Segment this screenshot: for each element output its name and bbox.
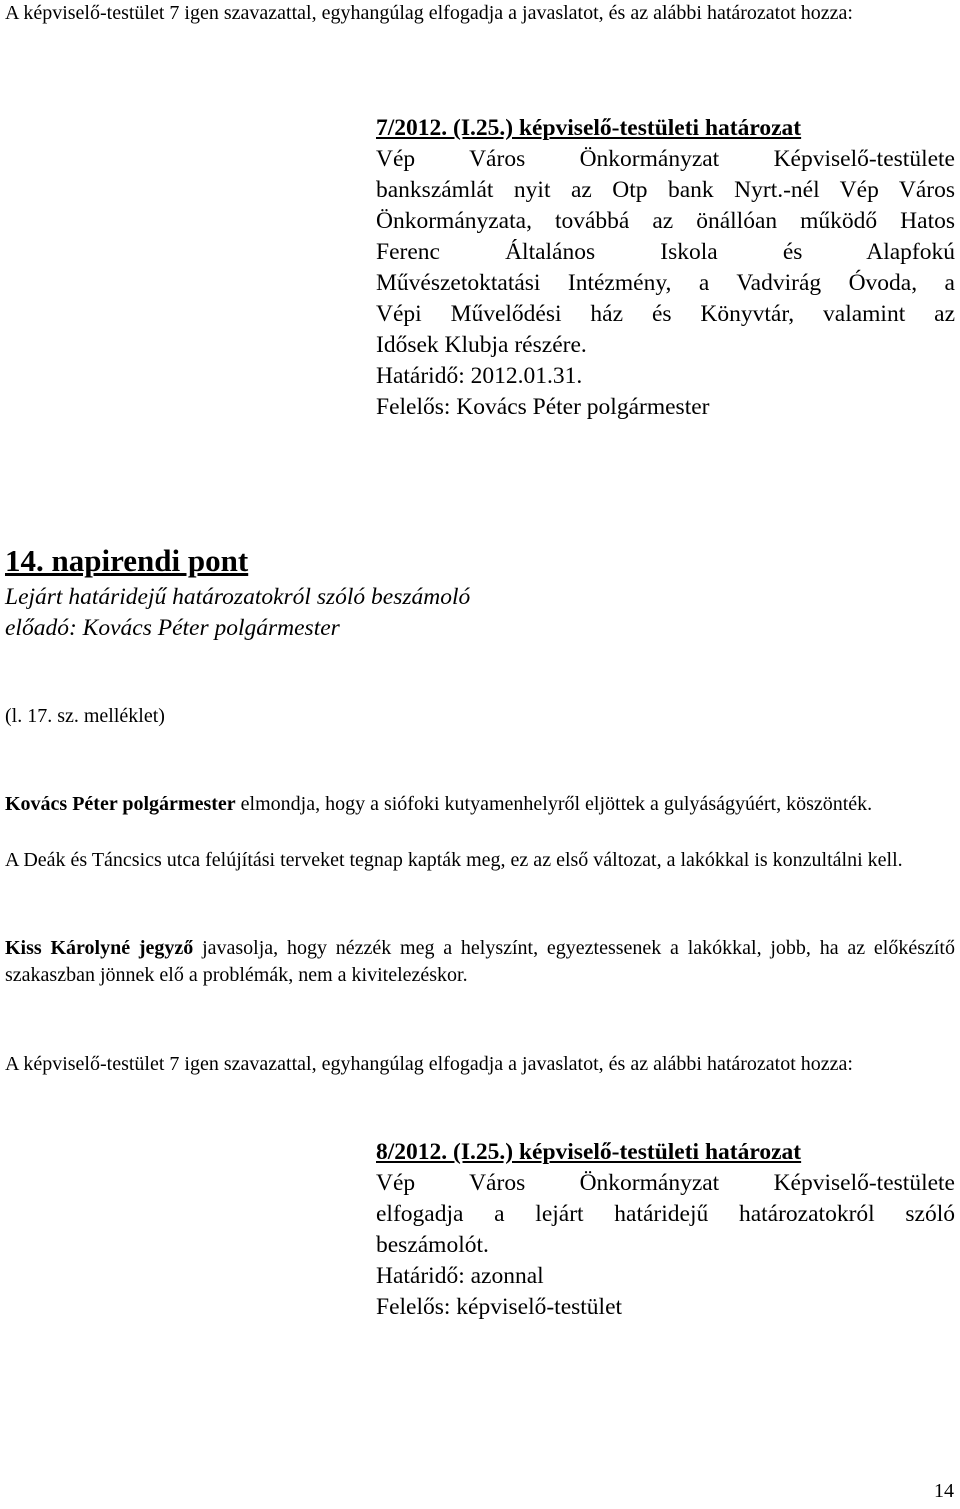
speaker-name: Kovács Péter polgármester	[5, 793, 236, 815]
agenda-subtitle: Lejárt határidejű határozatokról szóló beszámoló	[5, 584, 471, 610]
resolution-7-line: Művészetoktatási Intézmény, a Vadvirág Óvoda, a	[376, 270, 955, 296]
resolution-7-responsible: Felelős: Kovács Péter polgármester	[376, 394, 710, 420]
agenda-attachment: (l. 17. sz. melléklet)	[5, 705, 165, 727]
vote-intro-paragraph-2: A képviselő-testület 7 igen szavazattal, egyhangúlag elfogadja a javaslatot, és az alábbi határozatot hozza:	[5, 1053, 853, 1075]
agenda-heading: 14. napirendi pont	[5, 543, 249, 578]
discussion-paragraph-2: A Deák és Táncsics utca felújítási terveket tegnap kapták meg, ez az első változat, a lakókkal is konzultálni kell.	[5, 849, 903, 871]
resolution-8-line: beszámolót.	[376, 1232, 489, 1258]
resolution-7-block	[376, 113, 955, 423]
resolution-8-line: Vép Város Önkormányzat Képviselő-testülete	[376, 1170, 955, 1196]
discussion-paragraph-3	[5, 935, 955, 989]
resolution-8-title: 8/2012. (I.25.) képviselő-testületi határozat	[376, 1139, 802, 1165]
agenda-presenter: előadó: Kovács Péter polgármester	[5, 615, 340, 641]
resolution-7-line: Ferenc Általános Iskola és Alapfokú	[376, 239, 955, 265]
resolution-7-title: 7/2012. (I.25.) képviselő-testületi határozat	[376, 115, 802, 141]
resolution-7-line: Idősek Klubja részére.	[376, 332, 587, 358]
resolution-7-line: bankszámlát nyit az Otp bank Nyrt.-nél Vép Város	[376, 177, 955, 203]
resolution-7-line: Vép Város Önkormányzat Képviselő-testülete	[376, 146, 955, 172]
resolution-8-responsible: Felelős: képviselő-testület	[376, 1294, 623, 1320]
resolution-7-line: Önkormányzata, továbbá az önállóan működő Hatos	[376, 208, 955, 234]
resolution-8-line: elfogadja a lejárt határidejű határozatokról szóló	[376, 1201, 955, 1227]
resolution-8-block	[376, 1137, 955, 1323]
resolution-8-deadline: Határidő: azonnal	[376, 1263, 544, 1289]
page-number: 14	[934, 1480, 954, 1502]
speaker-statement: elmondja, hogy a siófoki kutyamenhelyről eljöttek a gulyáságyúért, köszönték.	[235, 793, 873, 815]
resolution-7-line: Vépi Művelődési ház és Könyvtár, valamint az	[376, 301, 955, 327]
vote-intro-paragraph-1: A képviselő-testület 7 igen szavazattal, egyhangúlag elfogadja a javaslatot, és az alábbi határozatot hozza:	[5, 2, 853, 24]
speaker-name: Kiss Károlyné jegyző	[5, 937, 194, 959]
resolution-7-deadline: Határidő: 2012.01.31.	[376, 363, 583, 389]
discussion-paragraph-1	[5, 791, 955, 818]
speaker-statement: javasolja, hogy nézzék meg a helyszínt, egyeztessenek a lakókkal, jobb, ha az előkészítő szakaszban jönnek elő a problémák, nem a kivitelezéskor.	[5, 937, 955, 986]
